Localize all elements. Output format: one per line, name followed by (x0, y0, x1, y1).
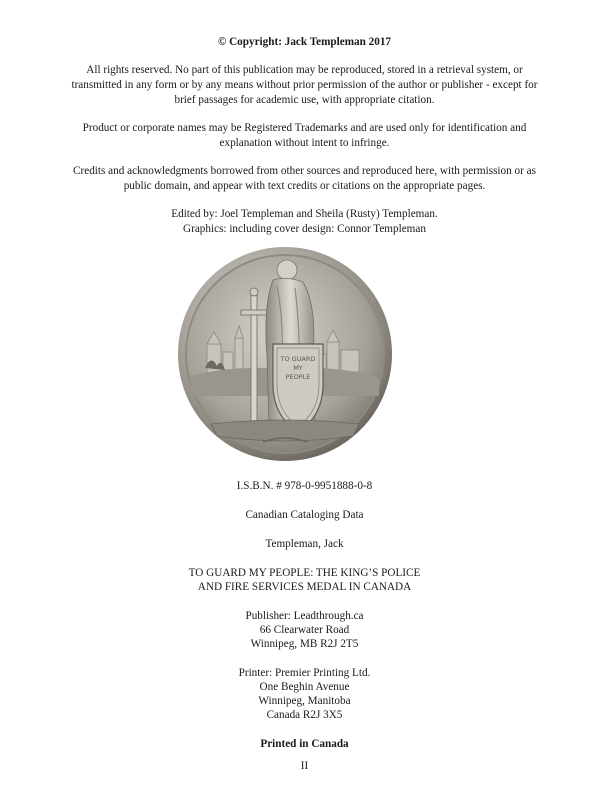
medal-inscription-3: PEOPLE (285, 373, 311, 381)
printer-address-2: Winnipeg, Manitoba (258, 695, 351, 707)
medal-inscription-1: TO GUARD (280, 355, 316, 363)
publisher-address-2: Winnipeg, MB R2J 2T5 (250, 638, 359, 650)
isbn: I.S.B.N. # 978-0-9951888-0-8 (236, 480, 373, 492)
trademarks-line-2: explanation without intent to infringe. (219, 137, 390, 149)
trademarks-line-1: Product or corporate names may be Registered Trademarks and are used only for identification and (82, 122, 527, 134)
medal-image (177, 246, 393, 462)
rights-line-2: transmitted in any form or by any means without prior permission of the author or publisher - except for (71, 79, 538, 91)
book-title-line-2: AND FIRE SERVICES MEDAL IN CANADA (197, 581, 412, 593)
printer-address-3: Canada R2J 3X5 (266, 709, 343, 721)
book-title-line-1: TO GUARD MY PEOPLE: THE KING’S POLICE (188, 567, 421, 579)
publisher-address-1: 66 Clearwater Road (259, 624, 350, 636)
cataloging-data: Canadian Cataloging Data (245, 509, 364, 521)
rights-line-1: All rights reserved. No part of this publication may be reproduced, stored in a retrieval system, or (86, 64, 523, 76)
credits-line-1: Credits and acknowledgments borrowed from other sources and reproduced here, with permission or as (73, 165, 536, 177)
printed-in: Printed in Canada (260, 738, 349, 750)
publisher-name: Publisher: Leadthrough.ca (245, 610, 364, 622)
edited-by: Edited by: Joel Templeman and Sheila (Rusty) Templeman. (171, 208, 438, 220)
printer-address-1: One Beghin Avenue (259, 681, 350, 693)
author: Templeman, Jack (265, 538, 344, 550)
medal-inscription-2: MY (293, 364, 303, 372)
graphics-credit: Graphics: including cover design: Connor Templeman (183, 223, 426, 235)
page-number: II (300, 760, 309, 772)
credits-line-2: public domain, and appear with text credits or citations on the appropriate pages. (123, 180, 486, 192)
printer-name: Printer: Premier Printing Ltd. (238, 667, 371, 679)
copyright-line: © Copyright: Jack Templeman 2017 (217, 36, 392, 48)
rights-line-3: brief passages for academic use, with appropriate citation. (174, 94, 435, 106)
